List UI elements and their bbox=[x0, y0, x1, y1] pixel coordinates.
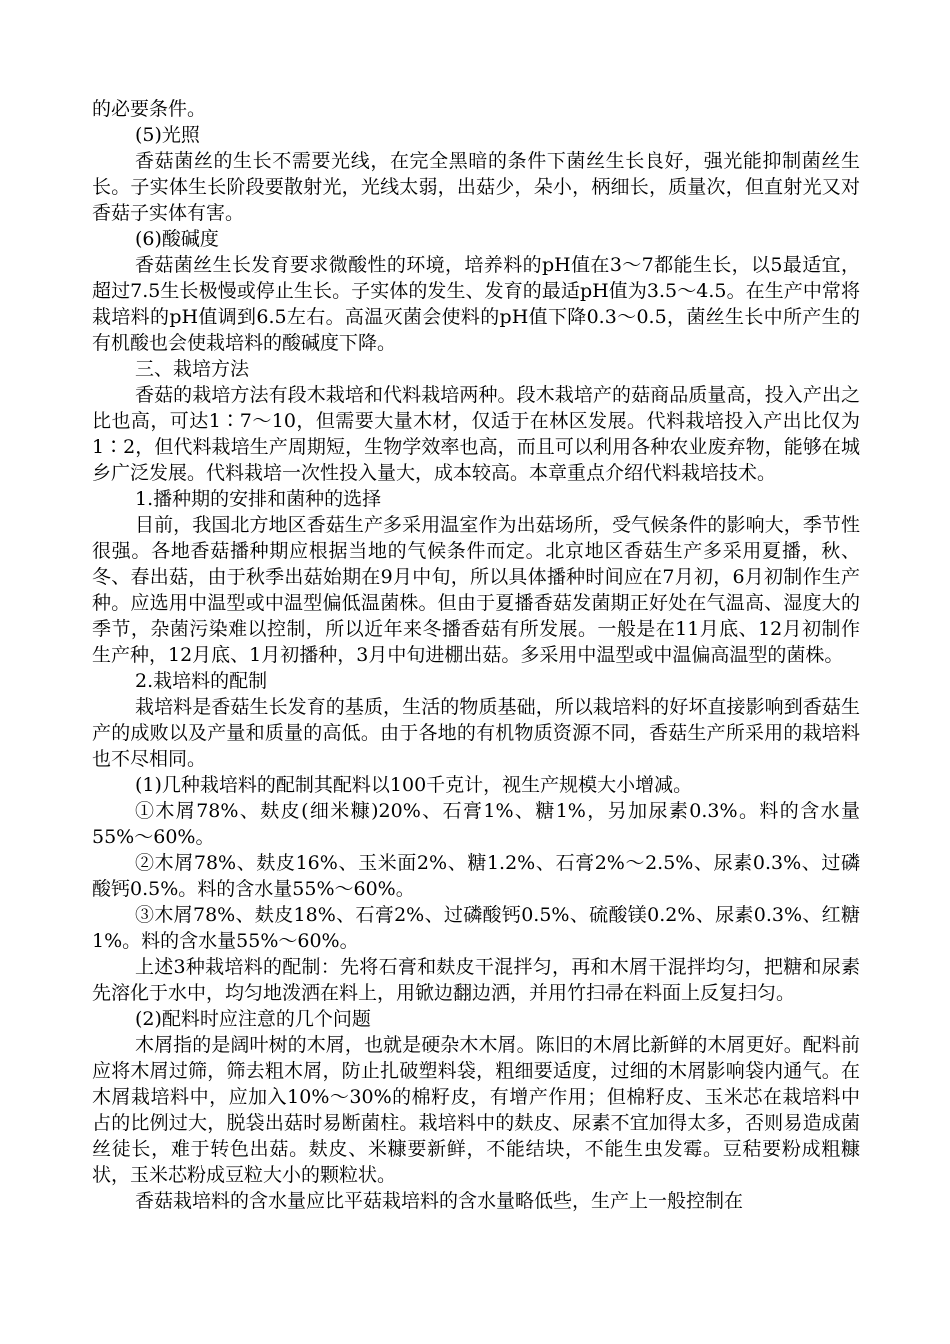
document-page bbox=[92, 96, 860, 1214]
formula-item-1: ①木屑78%、麸皮(细米糠)20%、石膏1%、糖1%，另加尿素0.3%。料的含水量55%～60%。 bbox=[92, 800, 860, 848]
paragraph-mixing: 上述3种栽培料的配制：先将石膏和麸皮干混拌匀，再和木屑干混拌均匀，把糖和尿素先溶化于水中，均匀地泼洒在料上，用锨边翻边洒，并用竹扫帚在料面上反复扫匀。 bbox=[92, 956, 860, 1004]
paragraph-notes: 木屑指的是阔叶树的木屑，也就是硬杂木木屑。陈旧的木屑比新鲜的木屑更好。配料前应将木屑过筛，筛去粗木屑，防止扎破塑料袋，粗细要适度，过细的木屑影响袋内通气。在木屑栽培料中，应加入10%～30%的棉籽皮，有增产作用；但棉籽皮、玉米芯在栽培料中占的比例过大，脱袋出菇时易断菌柱。栽培料中的麸皮、尿素不宜加得太多，否则易造成菌丝徒长，难于转色出菇。麸皮、米糠要新鲜，不能结块，不能生虫发霉。豆秸要粉成粗糠状，玉米芯粉成豆粒大小的颗粒状。 bbox=[92, 1034, 860, 1186]
paragraph-continuation: 的必要条件。 bbox=[92, 98, 207, 120]
section-heading-cultivation: 三、栽培方法 bbox=[135, 358, 250, 380]
paragraph-cultivation-methods: 香菇的栽培方法有段木栽培和代料栽培两种。段木栽培产的菇商品质量高，投入产出之比也高，可达1∶7～10，但需要大量木材，仅适于在林区发展。代料栽培投入产出比仅为1∶2，但代料栽培生产周期短，生物学效率也高，而且可以利用各种农业废弃物，能够在城乡广泛发展。代料栽培一次性投入量大，成本较高。本章重点介绍代料栽培技术。 bbox=[92, 384, 860, 484]
heading-substrate: 2.栽培料的配制 bbox=[135, 670, 268, 692]
formula-item-2: ②木屑78%、麸皮16%、玉米面2%、糖1.2%、石膏2%～2.5%、尿素0.3%、过磷酸钙0.5%。料的含水量55%～60%。 bbox=[92, 852, 860, 900]
paragraph-light: 香菇菌丝的生长不需要光线，在完全黑暗的条件下菌丝生长良好，强光能抑制菌丝生长。子实体生长阶段要散射光，光线太弱，出菇少，朵小，柄细长，质量次，但直射光又对香菇子实体有害。 bbox=[92, 150, 860, 224]
heading-formulas: (1)几种栽培料的配制其配料以100千克计，视生产规模大小增减。 bbox=[135, 774, 693, 796]
heading-ph: (6)酸碱度 bbox=[135, 228, 219, 250]
paragraph-moisture: 香菇栽培料的含水量应比平菇栽培料的含水量略低些，生产上一般控制在 bbox=[135, 1190, 744, 1212]
paragraph-sowing-period: 目前，我国北方地区香菇生产多采用温室作为出菇场所，受气候条件的影响大，季节性很强。各地香菇播种期应根据当地的气候条件而定。北京地区香菇生产多采用夏播，秋、冬、春出菇，由于秋季出菇始期在9月中旬，所以具体播种时间应在7月初，6月初制作生产种。应选用中温型或中温型偏低温菌株。但由于夏播香菇发菌期正好处在气温高、湿度大的季节，杂菌污染难以控制，所以近年来冬播香菇有所发展。一般是在11月底、12月初制作生产种，12月底、1月初播种，3月中旬进棚出菇。多采用中温型或中温偏高温型的菌株。 bbox=[92, 514, 860, 666]
heading-light: (5)光照 bbox=[135, 124, 200, 146]
heading-sowing-period: 1.播种期的安排和菌种的选择 bbox=[135, 488, 382, 510]
paragraph-substrate: 栽培料是香菇生长发育的基质，生活的物质基础，所以栽培料的好坏直接影响到香菇生产的成败以及产量和质量的高低。由于各地的有机物质资源不同，香菇生产所采用的栽培料也不尽相同。 bbox=[92, 696, 860, 770]
paragraph-ph: 香菇菌丝生长发育要求微酸性的环境，培养料的pH值在3～7都能生长，以5最适宜，超过7.5生长极慢或停止生长。子实体的发生、发育的最适pH值为3.5～4.5。在生产中常将栽培料的pH值调到6.5左右。高温灭菌会使料的pH值下降0.3～0.5，菌丝生长中所产生的有机酸也会使栽培料的酸碱度下降。 bbox=[92, 254, 860, 354]
formula-item-3: ③木屑78%、麸皮18%、石膏2%、过磷酸钙0.5%、硫酸镁0.2%、尿素0.3%、红糖1%。料的含水量55%～60%。 bbox=[92, 904, 860, 952]
heading-notes: (2)配料时应注意的几个问题 bbox=[135, 1008, 371, 1030]
